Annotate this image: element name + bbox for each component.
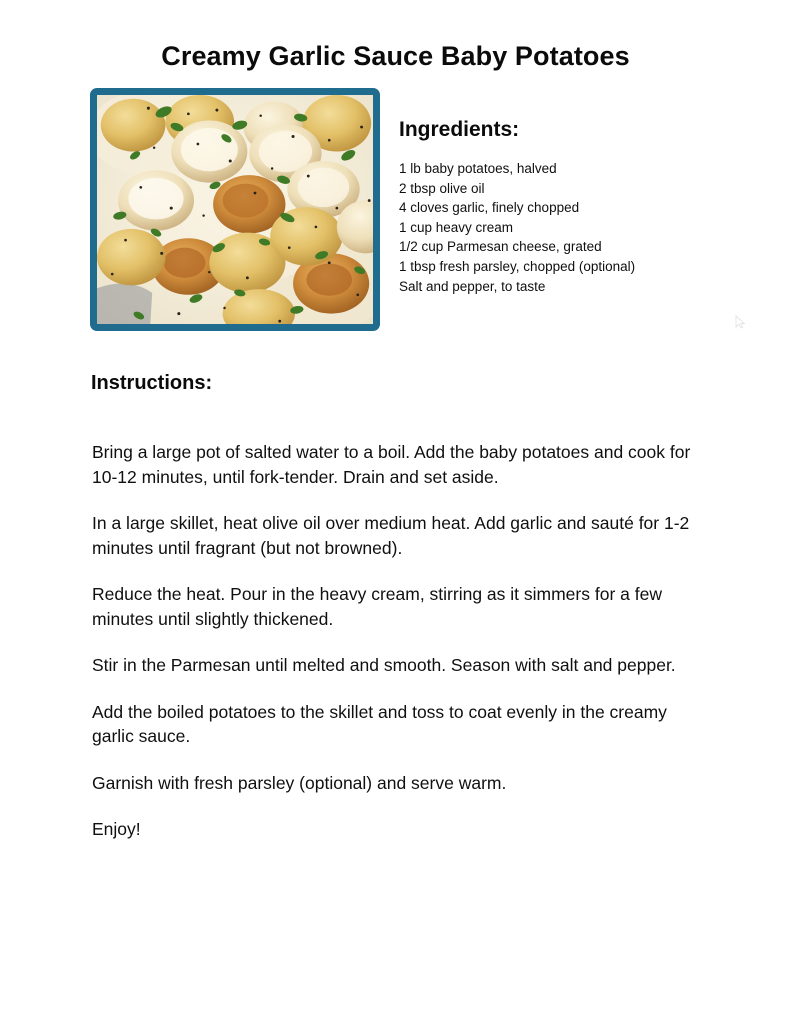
instruction-step: Bring a large pot of salted water to a boil. Add the baby potatoes and cook for 10-12 minutes, until fork-tender. Drain and set aside. [92, 442, 691, 487]
text-cursor-icon [735, 315, 747, 329]
instruction-step: Reduce the heat. Pour in the heavy cream, stirring as it simmers for a few minutes until slightly thickened. [92, 584, 662, 629]
list-item: 2 tbsp olive oil [399, 180, 485, 196]
ingredients-section [399, 117, 729, 296]
recipe-photo-frame [90, 88, 380, 331]
list-item: 1/2 cup Parmesan cheese, grated [399, 239, 602, 255]
instructions-section [92, 440, 700, 842]
instructions-heading: Instructions: [91, 372, 213, 394]
list-item: 1 tbsp fresh parsley, chopped (optional) [399, 258, 636, 274]
instruction-step: Stir in the Parmesan until melted and smooth. Season with salt and pepper. [92, 655, 676, 675]
list-item: 1 lb baby potatoes, halved [399, 161, 557, 176]
instruction-step: Add the boiled potatoes to the skillet and toss to coat evenly in the creamy garlic sauce. [92, 701, 667, 746]
page-title: Creamy Garlic Sauce Baby Potatoes [161, 41, 630, 71]
ingredients-list [399, 159, 729, 296]
creamy-garlic-baby-potatoes-photo [97, 95, 373, 324]
list-item: Salt and pepper, to taste [399, 278, 546, 294]
instruction-step: In a large skillet, heat olive oil over medium heat. Add garlic and sauté for 1-2 minutes until fragrant (but not browned). [92, 513, 690, 558]
list-item: 1 cup heavy cream [399, 219, 514, 235]
instruction-step: Garnish with fresh parsley (optional) and serve warm. [92, 772, 507, 793]
ingredients-heading: Ingredients: [399, 118, 520, 141]
list-item: 4 cloves garlic, finely chopped [399, 200, 580, 216]
instruction-step: Enjoy! [92, 819, 141, 839]
